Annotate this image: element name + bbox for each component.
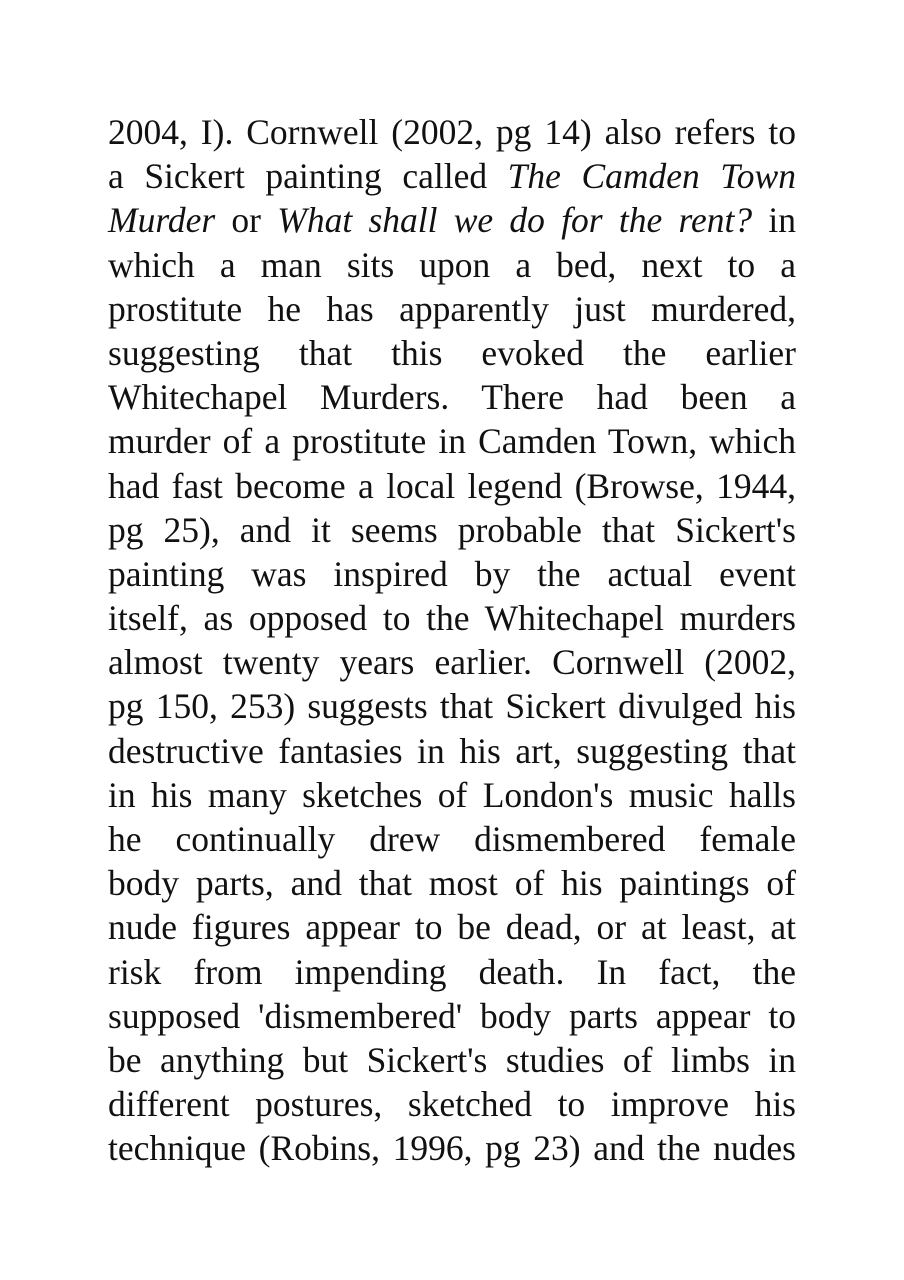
text-run: painting was inspired by the actual event (108, 553, 796, 594)
text-run: a Sickert painting called (108, 156, 508, 197)
text-run: different postures, sketched to improve his (108, 1084, 796, 1125)
text-line (108, 110, 796, 154)
text-line (108, 640, 796, 684)
text-run: which a man sits upon a bed, next to a (108, 244, 796, 285)
text-run: murder of a prostitute in Camden Town, which (108, 421, 796, 462)
text-line (108, 243, 796, 287)
text-line (108, 861, 796, 905)
text-run: destructive fantasies in his art, suggesting that (108, 730, 796, 771)
text-line (108, 552, 796, 596)
text-run: pg 25), and it seems probable that Sickert's (108, 509, 796, 550)
text-line (108, 1038, 796, 1082)
text-line (108, 198, 796, 242)
italic-title-text: Murder (108, 200, 216, 241)
text-line (108, 375, 796, 419)
text-line (108, 596, 796, 640)
text-run: or (215, 200, 278, 241)
text-line (108, 1082, 796, 1126)
text-line (108, 508, 796, 552)
text-run: in (752, 200, 796, 241)
text-line (108, 419, 796, 463)
text-run: had fast become a local legend (Browse, 1944, (108, 465, 796, 506)
text-line (108, 905, 796, 949)
text-run: in his many sketches of London's music halls (108, 774, 796, 815)
text-line (108, 994, 796, 1038)
body-paragraph (108, 110, 796, 1171)
text-run: itself, as opposed to the Whitechapel murders (108, 598, 796, 639)
text-run: nude figures appear to be dead, or at least, at (108, 907, 796, 948)
text-line (108, 154, 796, 198)
text-run: supposed 'dismembered' body parts appear to (108, 995, 796, 1036)
text-run: pg 150, 253) suggests that Sickert divulged his (108, 686, 796, 727)
text-run: risk from impending death. In fact, the (108, 951, 796, 992)
text-line (108, 331, 796, 375)
text-run: technique (Robins, 1996, pg 23) and the nudes (108, 1128, 796, 1169)
text-line (108, 684, 796, 728)
text-line (108, 773, 796, 817)
text-line (108, 729, 796, 773)
text-run: be anything but Sickert's studies of limbs in (108, 1039, 796, 1080)
text-line (108, 1126, 796, 1170)
text-run: 2004, I). Cornwell (2002, pg 14) also refers to (108, 112, 796, 152)
text-line (108, 817, 796, 861)
italic-title-text: What shall we do for the rent? (277, 200, 753, 241)
text-run: body parts, and that most of his paintings of (108, 863, 796, 904)
text-run: prostitute he has apparently just murdered, (108, 288, 796, 329)
text-run: Whitechapel Murders. There had been a (108, 377, 796, 418)
text-line (108, 464, 796, 508)
text-run: suggesting that this evoked the earlier (108, 332, 796, 373)
italic-title-text: The Camden Town (507, 156, 796, 197)
text-line (108, 287, 796, 331)
text-run: he continually drew dismembered female (108, 819, 796, 859)
text-line (108, 950, 796, 994)
text-run: almost twenty years earlier. Cornwell (2002, (108, 642, 796, 683)
